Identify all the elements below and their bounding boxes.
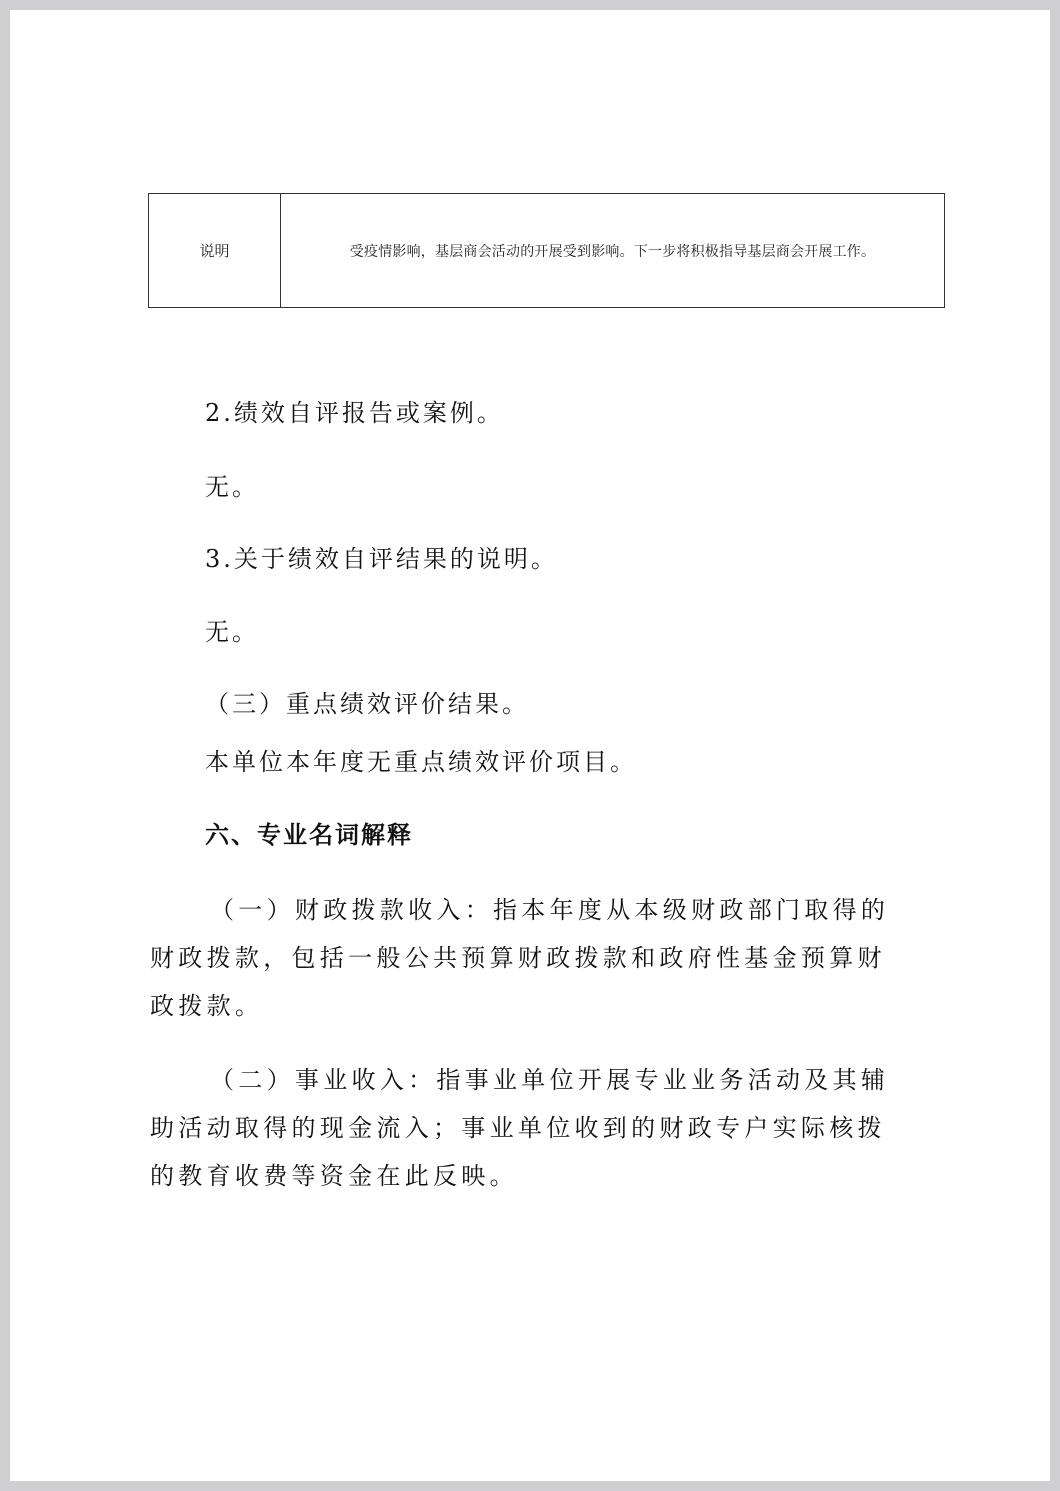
item3-body: 无。 [205, 618, 259, 646]
glossary-item-1: （一）财政拨款收入：指本年度从本级财政部门取得的财政拨款，包括一般公共预算财政拨款和政府性基金预算财政拨款。 [150, 896, 890, 1020]
key-eval-body: 本单位本年度无重点绩效评价项目。 [205, 748, 637, 776]
item2-title: 2.绩效自评报告或案例。 [205, 399, 504, 427]
key-eval-title: （三）重点绩效评价结果。 [205, 690, 529, 718]
item2-body: 无。 [205, 473, 259, 501]
item3-title: 3.关于绩效自评结果的说明。 [205, 545, 558, 573]
table-content-cell: 受疫情影响，基层商会活动的开展受到影响。下一步将积极指导基层商会开展工作。 [349, 243, 876, 260]
explanation-table [148, 193, 945, 308]
glossary-item-2: （二）事业收入：指事业单位开展专业业务活动及其辅助活动取得的现金流入；事业单位收到的财政专户实际核拨的教育收费等资金在此反映。 [150, 1066, 890, 1190]
glossary-heading: 六、专业名词解释 [205, 821, 413, 849]
table-label-cell: 说明 [149, 194, 281, 307]
document-page [10, 10, 1050, 1481]
